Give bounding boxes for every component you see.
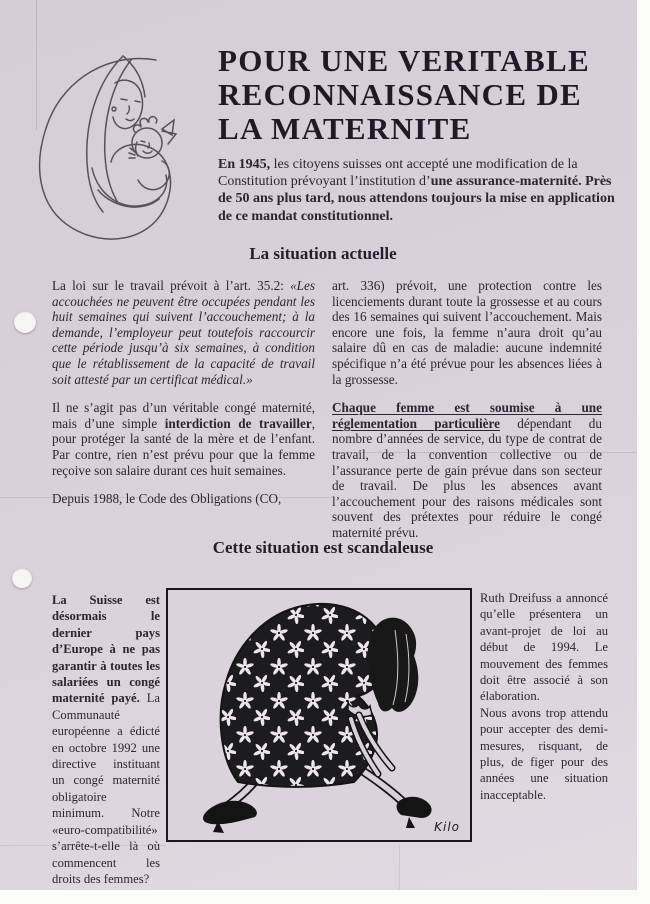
intro-bold-tail: une assurance-maternité. Près de 50 ans plus tard, nous attendons toujours la mise en application de ce mandat constitutionnel. (218, 174, 615, 224)
scan-edge-right (637, 0, 650, 904)
scan-edge-bottom (0, 890, 650, 904)
bottom-column-left (52, 592, 160, 887)
suisse-rest: La Communauté européenne a édicté en octobre 1992 une directive instituant un congé maternité obligatoire minimum. Notre «euro-compatibilité» s’arrête-t-elle là où commencent les droits des femmes? (52, 691, 160, 886)
punch-hole (14, 311, 36, 333)
dreifuss-paragraph: Ruth Dreifuss a annoncé qu’elle présentera un avant-projet de loi au début de 1994. Le mouvement des femmes doit être associé à son élaboration. (480, 591, 608, 704)
punch-hole (12, 568, 32, 588)
bottom-column-right (480, 590, 608, 803)
interdiction-a: Il ne s’agit pas d’un véritable congé maternité, mais d’une simple (52, 400, 315, 431)
interdiction-c: , pour protéger la santé de la mère et de l’enfant. Par contre, rien n’est prévu pour que la femme reçoive son salaire durant ces huit semaines. (52, 415, 315, 478)
section-heading-situation-actuelle: La situation actuelle (249, 244, 397, 263)
section-heading-scandaleuse: Cette situation est scandaleuse (212, 538, 434, 557)
bent-woman-illustration (166, 588, 472, 842)
paper-crease (399, 845, 400, 890)
reglementation-bold-underline: Chaque femme est soumise à une réglementation particulière (332, 400, 602, 431)
interdiction-bold: interdiction de travailler (164, 415, 312, 431)
page-title (218, 44, 632, 146)
law-intro: La loi sur le travail prévoit à l’art. 35.2: (52, 278, 291, 293)
right-paragraph-co: art. 336) prévoit, une protection contre les licenciements durant toute la grossesse et au cours des 16 semaines qui suivent l’accouchement. Mais encore une fois, la femme n’aura droit qu’au salaire dû en cas de maladie: aucune indemnité spécifique n’a été prévue pour les absences liées à la grossesse. (332, 278, 602, 387)
law-quote: «Les accouchées ne peuvent être occupées pendant les huit semaines qui suivent l’accouchement; à la demande, l’employeur peut toutefois raccourcir cette période jusqu’à six semaines, à condition que le rétablissement de la capacité de travail soit attesté par un certificat médical.» (52, 278, 315, 387)
column-left (52, 278, 315, 507)
page-title-line: RECONNAISSANCE DE (218, 77, 583, 112)
intro-paragraph (218, 156, 624, 225)
right-paragraph-reglementation (332, 400, 602, 540)
demi-mesures-paragraph: Nous avons trop attendu pour accepter des demi-mesures, risquant, de plus, de figer pour des années une situation inacceptable. (480, 705, 608, 802)
suisse-bold: La Suisse est désormais le dernier pays d’Europe à ne pas garantir à toutes les salariées un congé maternité payé. (52, 593, 160, 706)
left-paragraph-co: Depuis 1988, le Code des Obligations (CO, (52, 491, 282, 507)
reglementation-rest: dépendant du nombre d’années de service, du type de contrat de travail, de la convention collective ou de l’assurance perte de gain prévue dans son secteur de travail. De plus les absences avant l’accouchement pour des raisons médicales sont souvent des prétextes pour réduire le congé maternité prévu. (332, 415, 602, 540)
intro-bold-lead: En 1945, (218, 157, 271, 172)
page-title-line: POUR UNE VERITABLE (218, 43, 590, 78)
suisse-paragraph (52, 592, 160, 887)
intro-regular: les citoyens suisses ont accepté une modification de la Constitution prévoyant l’institution d’ (218, 157, 578, 190)
left-paragraph-law (52, 278, 315, 387)
page-title-line: LA MATERNITE (218, 111, 472, 146)
illustration-signature: Kilo (434, 820, 460, 834)
column-right (332, 278, 602, 541)
mother-child-logo (26, 50, 178, 247)
left-paragraph-interdiction (52, 400, 315, 478)
